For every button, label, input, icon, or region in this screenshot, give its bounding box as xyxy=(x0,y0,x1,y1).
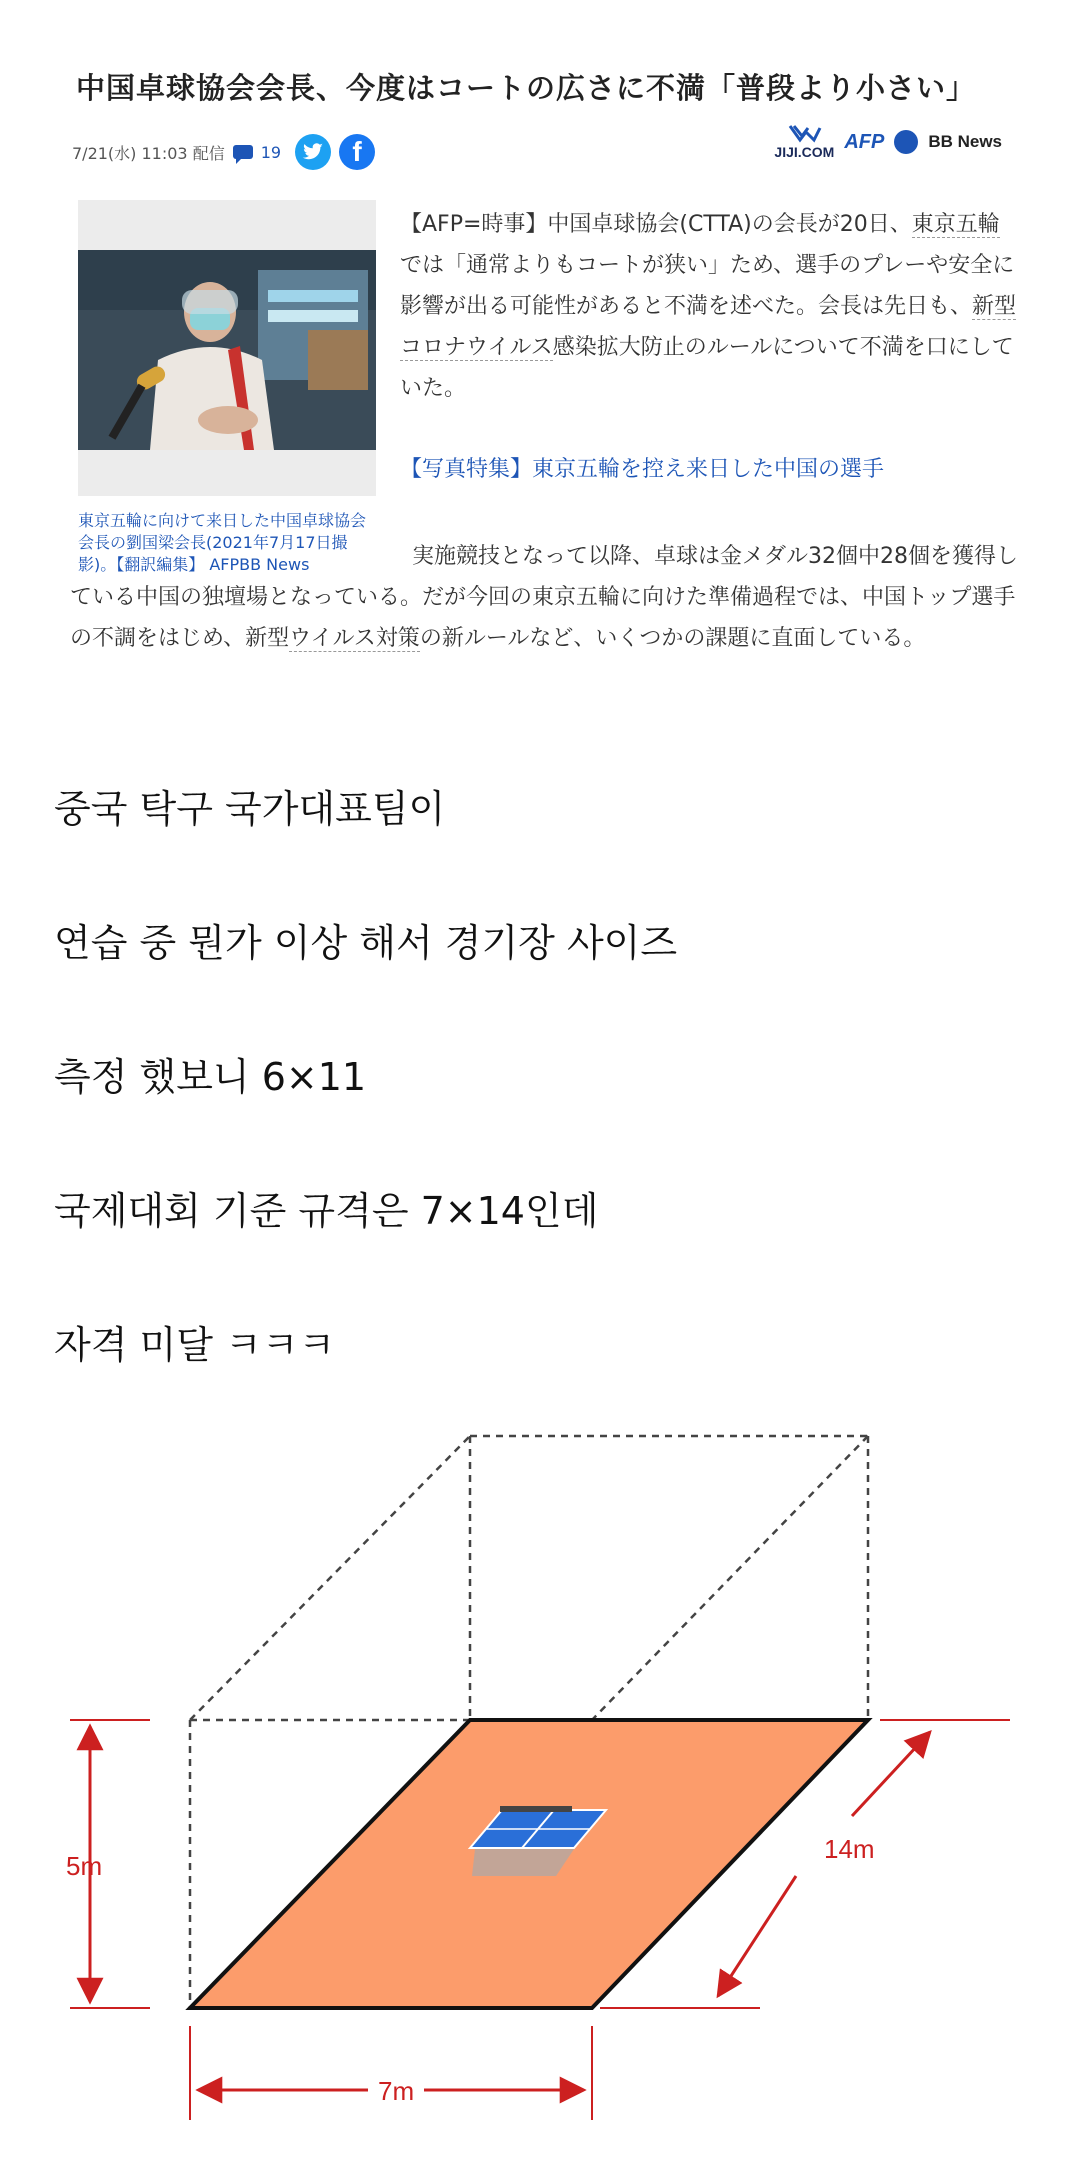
post-line-2: 연습 중 뭔가 이상 해서 경기장 사이즈 xyxy=(54,921,678,965)
photo-feature-link[interactable]: 【写真特集】東京五輪を控え来日した中国の選手 xyxy=(400,457,885,482)
keyword-tokyo-olympics[interactable]: 東京五輪 xyxy=(911,212,1000,237)
jiji-mark-icon xyxy=(786,124,822,144)
width-label: 7m xyxy=(378,2076,415,2106)
height-label: 5m xyxy=(66,1851,103,1881)
article-paragraph-1 xyxy=(400,204,1020,409)
comment-icon[interactable] xyxy=(233,145,253,159)
comment-count[interactable]: 19 xyxy=(260,142,282,162)
post-line-3: 측정 했보니 6×11 xyxy=(54,1055,367,1099)
court-size-diagram xyxy=(0,1430,1080,2160)
facebook-icon[interactable]: f xyxy=(339,134,375,170)
jiji-text: JIJI.COM xyxy=(774,144,835,160)
p1-text-e: 感染拡大防止のルールについて不満を口にしていた。 xyxy=(400,335,1014,401)
article-headline: 中国卓球協会会長、今度はコートの広さに不満「普段より小さい」 xyxy=(76,71,977,105)
post-line-1: 중국 탁구 국가대표팀이 xyxy=(54,787,446,831)
p2-text-c: の新ルールなど、いくつかの課題に直面している。 xyxy=(419,626,926,651)
post-line-5: 자격 미달 ㅋㅋㅋ xyxy=(54,1323,336,1367)
p1-text-c: では「通常よりもコートが狭い」ため、選手のプレーや安全に影響が出る可能性があると不満を述べた。会長は先日も、 xyxy=(400,253,1015,319)
p1-text-a: 【AFP=時事】中国卓球協会(CTTA)の会長が20日、 xyxy=(400,212,912,237)
article-paragraph-2 xyxy=(70,536,1030,659)
bbnews-logo: BB News xyxy=(928,132,1002,151)
jiji-logo xyxy=(774,124,834,160)
photo-source[interactable]: AFPBB News xyxy=(209,555,310,574)
photo-caption-text: 東京五輪に向けて来日した中国卓球協会会長の劉国梁会長(2021年7月17日撮影)。【翻訳編集】 xyxy=(78,511,367,574)
publish-date: 7/21(水) 11:03 配信 xyxy=(72,143,225,163)
depth-label: 14m xyxy=(824,1834,875,1864)
photo-image xyxy=(78,250,376,450)
news-agencies xyxy=(774,124,1002,160)
article-photo[interactable] xyxy=(78,200,376,496)
post-line-4: 국제대회 기준 규격은 7×14인데 xyxy=(54,1189,599,1233)
p2-text-a: 実施競技となって以降、卓球は金メダル32個中28個を獲得している中国の独壇場となっている。だが今回の東京五輪に向けた準備過程では、中国トップ選手の不調をはじめ、新型 xyxy=(70,544,1018,651)
keyword-covid[interactable]: 新型コロナウイルス xyxy=(400,294,1017,360)
article-meta xyxy=(72,132,375,172)
afp-logo: AFP xyxy=(844,130,885,153)
keyword-virus-measures[interactable]: ウイルス対策 xyxy=(289,626,420,651)
afpbb-dot-icon xyxy=(894,130,918,154)
twitter-icon[interactable] xyxy=(295,134,331,170)
